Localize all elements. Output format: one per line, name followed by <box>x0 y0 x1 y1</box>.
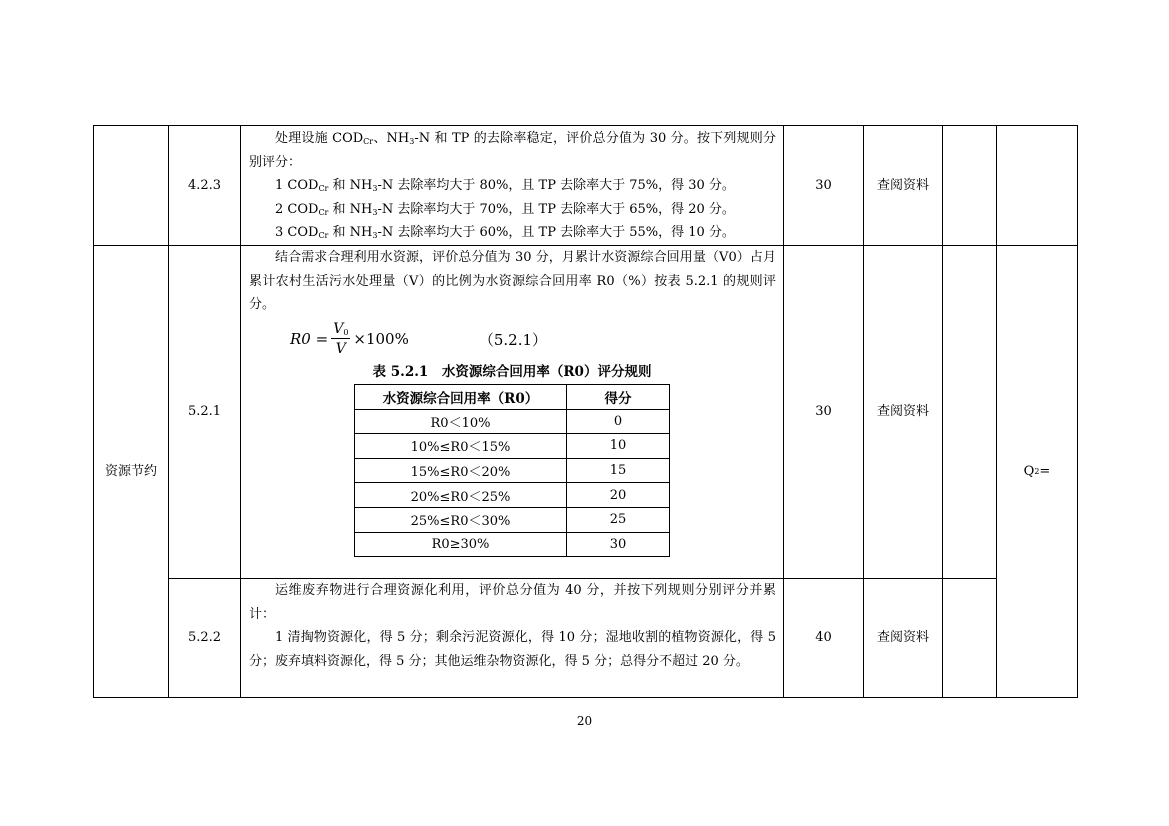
row-5-2-2-score-given <box>943 579 996 697</box>
table-row <box>355 507 670 532</box>
table-5-2-1-header-score: 得分 <box>567 385 670 410</box>
row-5-2-2-content <box>249 579 776 673</box>
table-5-2-1-caption: 表 5.2.1 水资源综合回用率（R0）评分规则 <box>372 364 652 380</box>
rate-score: 25 <box>567 507 670 532</box>
row-5-2-2-method: 查阅资料 <box>876 630 929 646</box>
formula-5-2-1 <box>290 318 550 360</box>
category-total-q2: Q 2 = <box>1023 463 1051 479</box>
formula-denominator: V <box>335 341 346 357</box>
row-4-2-3-content <box>249 127 776 245</box>
row-5-2-2-code: 5.2.2 <box>187 630 222 646</box>
category-resource-saving: 资源节约 <box>104 463 157 479</box>
formula-numerator: $V_0$ <box>333 321 349 337</box>
row-4-2-3-method: 查阅资料 <box>876 177 929 193</box>
paragraph: 3 $COD_{Cr}$ 和 $NH_3-N$ 去除率均大于 60%，且 TP 去除率大于 55%，得 10 分。 <box>275 225 735 241</box>
rate-score: 20 <box>567 483 670 508</box>
table-row <box>355 483 670 508</box>
formula-lhs: R0 = <box>290 330 329 348</box>
rate-range: 15%≤R0＜20% <box>355 458 567 483</box>
rate-score: 15 <box>567 458 670 483</box>
table-row <box>355 434 670 459</box>
paragraph: 结合需求合理利用水资源，评价总分值为 30 分，月累计水资源综合回用量（V0）占月累计农村生活污水处理量（V）的比例为水资源综合回用率 R0（%）按表 5.2.1 的规则评分。 <box>249 250 776 313</box>
paragraph: 2 $COD_{Cr}$ 和 $NH_3-N$ 去除率均大于 70%，且 TP 去除率大于 65%，得 20 分。 <box>275 201 735 217</box>
rate-score: 30 <box>567 532 670 557</box>
paragraph: 1 $COD_{Cr}$ 和 $NH_3-N$ 去除率均大于 80%，且 TP 去除率大于 75%，得 30 分。 <box>275 178 735 194</box>
rate-range: 20%≤R0＜25% <box>355 483 567 508</box>
formula-number: （5.2.1） <box>478 330 548 349</box>
rate-score: 0 <box>567 409 670 434</box>
rate-range: 10%≤R0＜15% <box>355 434 567 459</box>
table-5-2-1-header-row <box>355 385 670 410</box>
paragraph: 处理设施 $COD_{Cr}$、$NH_3-N$ 和 TP 的去除率稳定，评价总分值为 30 分。按下列规则分别评分： <box>249 131 776 170</box>
rate-range: 25%≤R0＜30% <box>355 507 567 532</box>
rate-score: 10 <box>567 434 670 459</box>
row-5-2-1-method: 查阅资料 <box>876 404 929 420</box>
rate-range: R0＜10% <box>355 409 567 434</box>
paragraph: 1 清掏物资源化，得 5 分；剩余污泥资源化，得 10 分；湿地收割的植物资源化，得 5 分；废弃填料资源化，得 5 分；其他运维杂物资源化，得 5 分；总得分不超过 20 分。 <box>249 630 776 669</box>
row-5-2-2-score: 40 <box>815 630 832 646</box>
page-number: 20 <box>576 714 593 728</box>
row-5-2-1-score: 30 <box>815 404 832 420</box>
row-4-2-3-category <box>94 126 168 245</box>
table-5-2-1 <box>354 384 670 557</box>
row-4-2-3-score: 30 <box>815 177 832 193</box>
formula-fraction <box>331 322 350 356</box>
table-row <box>355 458 670 483</box>
formula-rhs: ×100% <box>353 330 409 348</box>
table-row <box>355 532 670 557</box>
row-4-2-3-code: 4.2.3 <box>187 177 222 193</box>
row-4-2-3-score-given <box>943 126 996 245</box>
table-row <box>355 409 670 434</box>
paragraph: 运维废弃物进行合理资源化利用，评价总分值为 40 分，并按下列规则分别评分并累计： <box>249 583 776 622</box>
row-5-2-1-content <box>249 246 776 317</box>
table-5-2-1-header-rate: 水资源综合回用率（R0） <box>355 385 567 410</box>
row-5-2-1-code: 5.2.1 <box>187 404 222 420</box>
rate-range: R0≥30% <box>355 532 567 557</box>
row-5-2-1-score-given <box>943 246 996 578</box>
